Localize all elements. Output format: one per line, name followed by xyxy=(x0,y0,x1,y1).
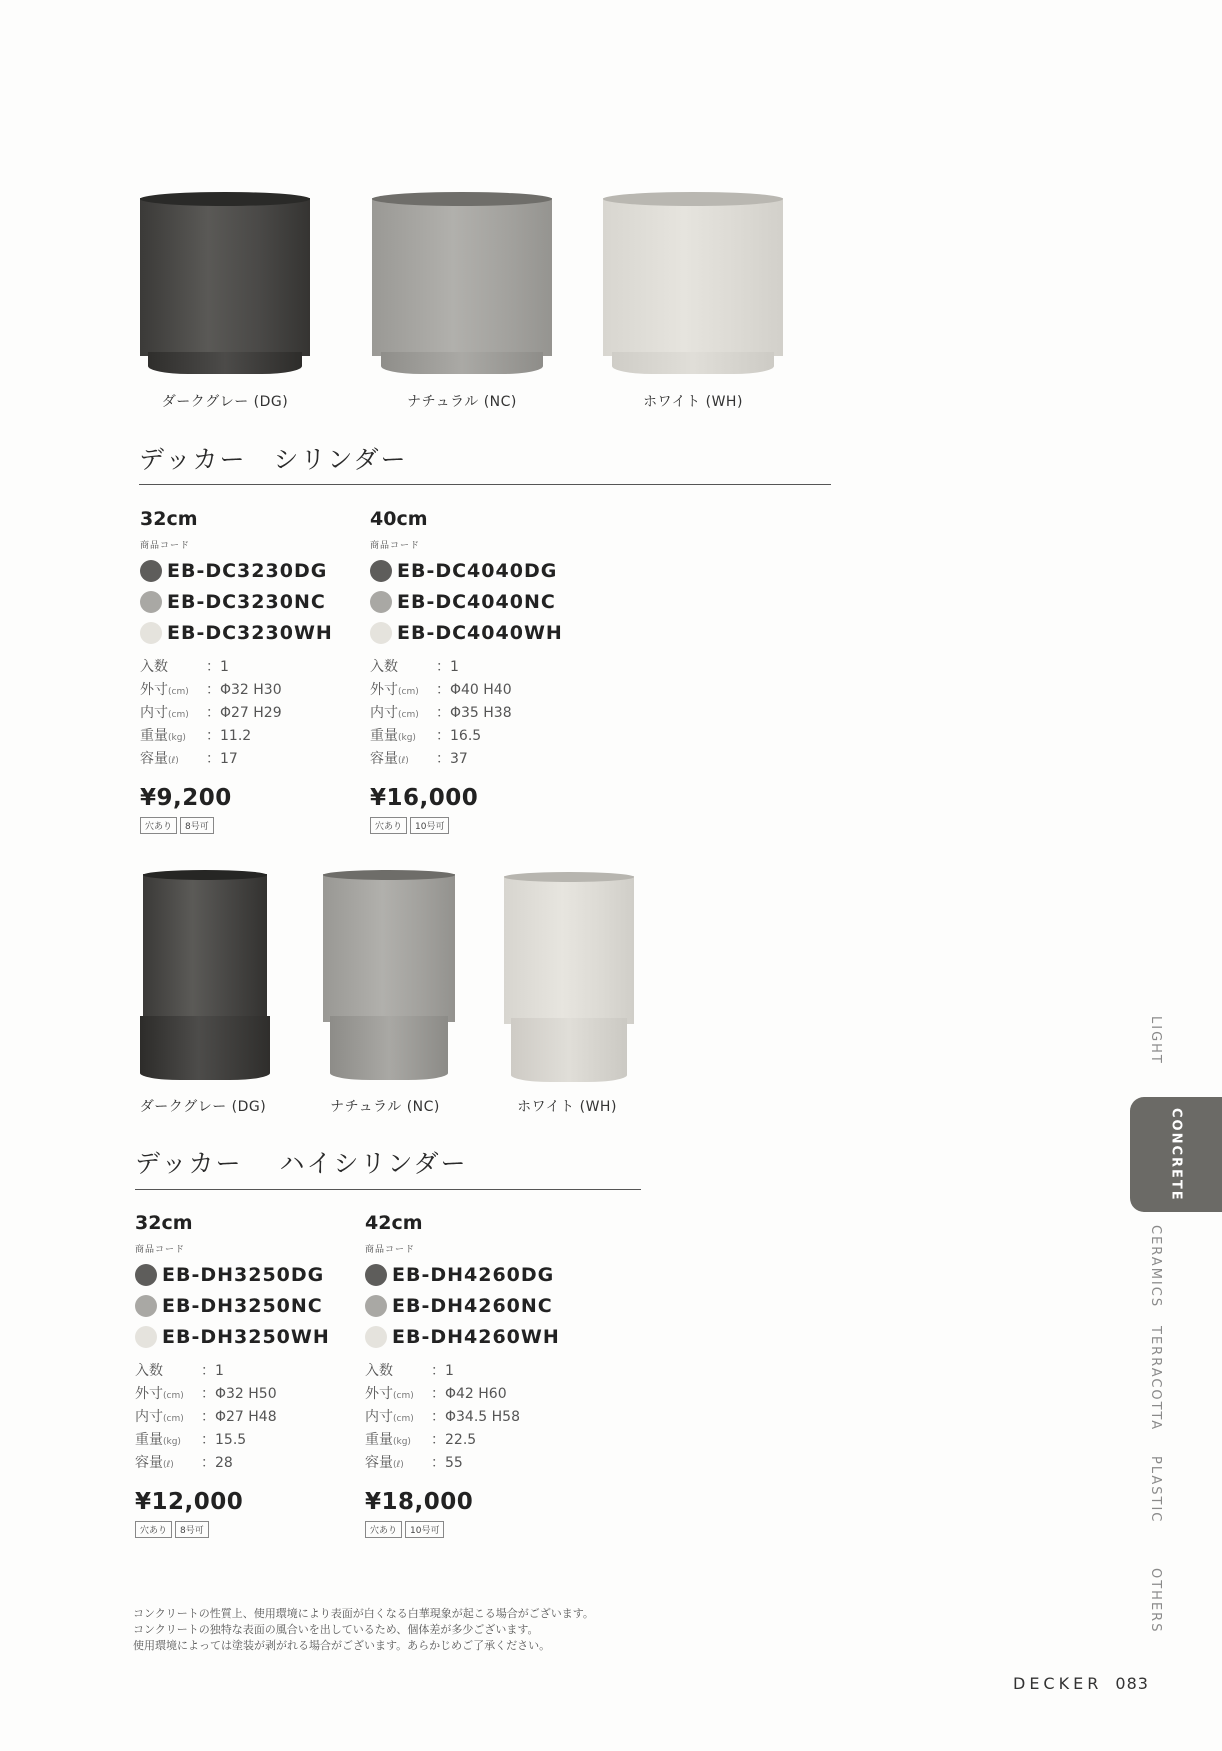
brand-name: DECKER xyxy=(1013,1674,1103,1693)
product-photo-cylinder-nc xyxy=(372,192,552,378)
product-code: EB-DH3250NC xyxy=(135,1290,355,1321)
caption-wh: ホワイト (WH) xyxy=(517,1099,617,1115)
section-divider xyxy=(139,484,831,485)
product-price: ¥12,000 xyxy=(135,1489,244,1515)
product-photo-cylinder-wh xyxy=(603,192,783,378)
caption-nc: ナチュラル (NC) xyxy=(407,394,517,410)
sidebar-tab-light[interactable]: LIGHT xyxy=(1148,1016,1163,1065)
footnote-line: 使用環境によっては塗装が剥がれる場合がございます。あらかじめご了承ください。 xyxy=(133,1639,551,1652)
color-swatch-wh xyxy=(370,622,392,644)
spec-row: 容量(ℓ) ：37 xyxy=(370,750,468,767)
product-code: EB-DC4040DG xyxy=(370,555,590,586)
code-label: 商品コード xyxy=(140,541,191,551)
product-code: EB-DC4040NC xyxy=(370,586,590,617)
product-card xyxy=(140,508,360,834)
color-swatch-dg xyxy=(370,560,392,582)
product-code: EB-DH3250DG xyxy=(135,1259,355,1290)
code-label: 商品コード xyxy=(370,541,421,551)
product-code: EB-DH3250WH xyxy=(135,1321,355,1352)
spec-row: 重量(kg) ：22.5 xyxy=(365,1431,477,1448)
color-swatch-dg xyxy=(365,1264,387,1286)
spec-row: 内寸(cm) ：Φ34.5 H58 xyxy=(365,1408,520,1425)
page-footer xyxy=(1013,1674,1149,1693)
drain-hole-tag: 穴あり xyxy=(135,1521,172,1538)
caption-dg: ダークグレー (DG) xyxy=(139,1099,267,1115)
spec-row: 外寸(cm) ：Φ42 H60 xyxy=(365,1385,507,1402)
product-code: EB-DH4260WH xyxy=(365,1321,585,1352)
color-swatch-dg xyxy=(140,560,162,582)
spec-row: 外寸(cm) ：Φ40 H40 xyxy=(370,681,512,698)
product-photo-high-cylinder-dg xyxy=(140,870,270,1082)
spec-row: 入数 ：1 xyxy=(140,658,229,675)
color-swatch-nc xyxy=(370,591,392,613)
product-size: 42cm xyxy=(365,1212,423,1234)
color-swatch-wh xyxy=(365,1326,387,1348)
spec-row: 内寸(cm) ：Φ35 H38 xyxy=(370,704,512,721)
spec-row: 内寸(cm) ：Φ27 H29 xyxy=(140,704,282,721)
product-size: 32cm xyxy=(135,1212,193,1234)
product-card xyxy=(135,1212,355,1538)
footnotes xyxy=(133,1606,893,1654)
spec-row: 外寸(cm) ：Φ32 H30 xyxy=(140,681,282,698)
spec-row: 容量(ℓ) ：55 xyxy=(365,1454,463,1471)
product-size: 32cm xyxy=(140,508,198,530)
product-photo-high-cylinder-wh xyxy=(504,872,634,1084)
product-code: EB-DH4260NC xyxy=(365,1290,585,1321)
spec-row: 容量(ℓ) ：28 xyxy=(135,1454,233,1471)
sidebar-tab-ceramics[interactable]: CERAMICS xyxy=(1148,1225,1163,1309)
code-label: 商品コード xyxy=(365,1245,416,1255)
caption-dg: ダークグレー (DG) xyxy=(161,394,289,410)
product-price: ¥18,000 xyxy=(365,1489,474,1515)
footnote-line: コンクリートの独特な表面の風合いを出しているため、個体差が多少ございます。 xyxy=(133,1623,539,1636)
sidebar-tab-others[interactable]: OTHERS xyxy=(1148,1568,1163,1634)
section-title-high-cylinder: デッカー ハイシリンダー xyxy=(135,1149,468,1178)
spec-row: 入数 ：1 xyxy=(135,1362,224,1379)
sidebar-tab-plastic[interactable]: PLASTIC xyxy=(1148,1456,1163,1524)
section-title-cylinder: デッカー シリンダー xyxy=(139,445,408,474)
spec-row: 容量(ℓ) ：17 xyxy=(140,750,238,767)
color-swatch-wh xyxy=(140,622,162,644)
color-swatch-nc xyxy=(135,1295,157,1317)
footnote-line: コンクリートの性質上、使用環境により表面が白くなる白華現象が起こる場合がございます。 xyxy=(133,1607,594,1620)
product-code: EB-DC4040WH xyxy=(370,617,590,648)
pot-size-tag: 8号可 xyxy=(180,817,214,834)
product-code: EB-DC3230WH xyxy=(140,617,360,648)
sidebar-tab-concrete[interactable]: CONCRETE xyxy=(1130,1097,1222,1212)
drain-hole-tag: 穴あり xyxy=(365,1521,402,1538)
sidebar-tab-terracotta[interactable]: TERRACOTTA xyxy=(1148,1326,1163,1432)
product-code: EB-DC3230NC xyxy=(140,586,360,617)
product-code: EB-DH4260DG xyxy=(365,1259,585,1290)
spec-row: 入数 ：1 xyxy=(365,1362,454,1379)
pot-size-tag: 10号可 xyxy=(410,817,449,834)
caption-nc: ナチュラル (NC) xyxy=(330,1099,440,1115)
spec-row: 重量(kg) ：16.5 xyxy=(370,727,482,744)
color-swatch-nc xyxy=(140,591,162,613)
spec-row: 内寸(cm) ：Φ27 H48 xyxy=(135,1408,277,1425)
pot-size-tag: 10号可 xyxy=(405,1521,444,1538)
product-card xyxy=(365,1212,585,1538)
spec-row: 重量(kg) ：11.2 xyxy=(140,727,252,744)
product-size: 40cm xyxy=(370,508,428,530)
spec-row: 入数 ：1 xyxy=(370,658,459,675)
product-code: EB-DC3230DG xyxy=(140,555,360,586)
caption-wh: ホワイト (WH) xyxy=(643,394,743,410)
product-price: ¥16,000 xyxy=(370,785,479,811)
product-photo-high-cylinder-nc xyxy=(323,870,455,1082)
product-card xyxy=(370,508,590,834)
pot-size-tag: 8号可 xyxy=(175,1521,209,1538)
color-swatch-wh xyxy=(135,1326,157,1348)
page-number: 083 xyxy=(1115,1674,1149,1693)
code-label: 商品コード xyxy=(135,1245,186,1255)
spec-row: 外寸(cm) ：Φ32 H50 xyxy=(135,1385,277,1402)
drain-hole-tag: 穴あり xyxy=(370,817,407,834)
spec-row: 重量(kg) ：15.5 xyxy=(135,1431,247,1448)
product-photo-cylinder-dg xyxy=(140,192,310,378)
product-price: ¥9,200 xyxy=(140,785,232,811)
section-divider xyxy=(135,1189,641,1190)
drain-hole-tag: 穴あり xyxy=(140,817,177,834)
color-swatch-nc xyxy=(365,1295,387,1317)
color-swatch-dg xyxy=(135,1264,157,1286)
